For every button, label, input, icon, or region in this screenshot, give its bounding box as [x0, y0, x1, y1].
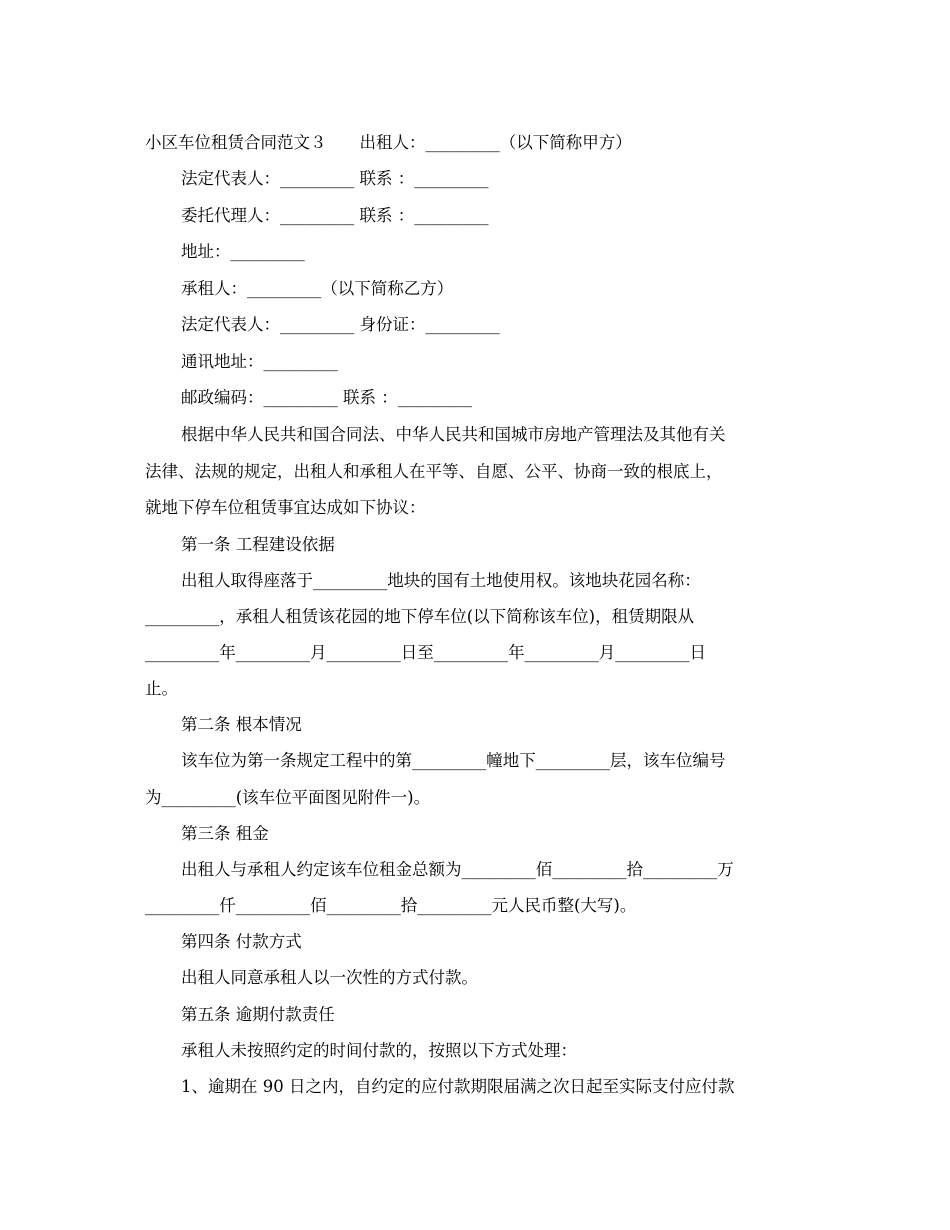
- article-5-line-1: 承租人未按照约定的时间付款的，按照以下方式处理：: [181, 1041, 577, 1060]
- lessee-line: 承租人：_________（以下简称乙方）: [181, 279, 454, 298]
- lessor-legal-rep-line: 法定代表人：_________ 联系 ：_________: [181, 169, 489, 188]
- article-2-heading: 第二条 根本情况: [181, 715, 302, 734]
- article-3-line-1: 出租人与承租人约定该车位租金总额为_________佰_________拾_________万: [181, 860, 734, 879]
- article-1-line-2: _________，承租人租赁该花园的地下停车位(以下简称该车位)，租赁期限从: [145, 607, 695, 626]
- article-1-line-1: 出租人取得座落于_________地块的国有土地使用权。该地块花园名称：: [181, 571, 701, 590]
- article-3-heading: 第三条 租金: [181, 824, 269, 843]
- postal-code-line: 邮政编码：_________ 联系 ：_________: [181, 388, 472, 407]
- preamble-line-1: 根据中华人民共和国合同法、中华人民共和国城市房地产管理法及其他有关: [181, 425, 726, 444]
- contract-title-line: 小区车位租赁合同范文３ 出租人：_________（以下简称甲方）: [145, 133, 632, 152]
- article-1-heading: 第一条 工程建设依据: [181, 535, 335, 554]
- preamble-line-2: 法律、法规的规定，出租人和承租人在平等、自愿、公平、协商一致的根底上，: [145, 462, 723, 481]
- preamble-line-3: 就地下停车位租赁事宜达成如下协议：: [145, 498, 426, 517]
- article-2-line-2: 为_________(该车位平面图见附件一)。: [145, 788, 431, 807]
- article-3-line-2: _________仟_________佰_________拾_________元人民币整(大写)。: [145, 896, 637, 915]
- lessor-address-line: 地址：_________: [181, 242, 305, 261]
- lessee-legal-rep-line: 法定代表人：_________ 身份证：_________: [181, 315, 500, 334]
- lessor-agent-line: 委托代理人：_________ 联系 ：_________: [181, 206, 489, 225]
- article-5-clause-1: 1、逾期在 90 日之内，自约定的应付款期限届满之次日起至实际支付应付款: [181, 1077, 735, 1096]
- article-2-line-1: 该车位为第一条规定工程中的第_________幢地下_________层，该车位编号: [181, 751, 726, 770]
- article-5-heading: 第五条 逾期付款责任: [181, 1005, 335, 1024]
- lessee-address-line: 通讯地址：_________: [181, 352, 338, 371]
- article-1-line-3: _________年_________月_________日至_________年_________月_________日: [145, 643, 706, 662]
- article-4-heading: 第四条 付款方式: [181, 932, 302, 951]
- article-4-line-1: 出租人同意承租人以一次性的方式付款。: [181, 968, 478, 987]
- article-1-line-4: 止。: [145, 679, 178, 698]
